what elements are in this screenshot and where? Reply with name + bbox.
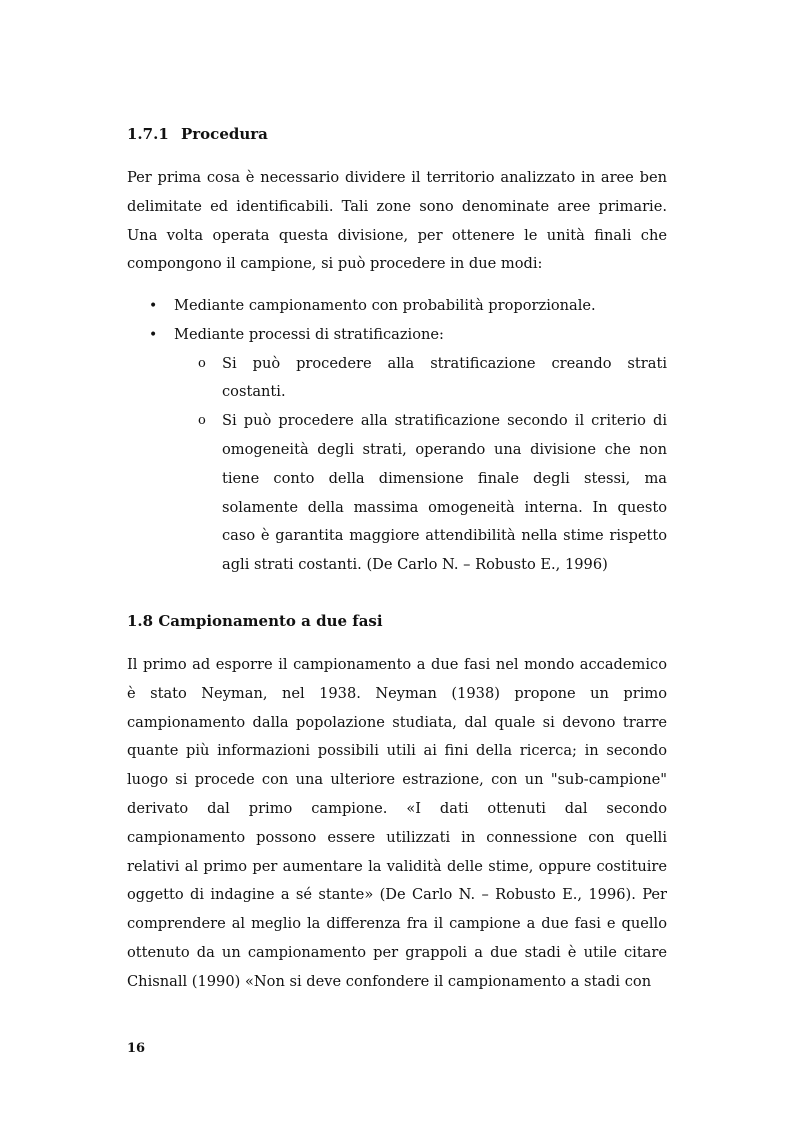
- list-item-text: Mediante processi di stratificazione:: [174, 325, 444, 343]
- circle-bullet-icon: o: [198, 413, 206, 429]
- section-title: Procedura: [181, 125, 268, 143]
- sub-list-item: [174, 350, 667, 408]
- paragraph-campionamento-due-fasi: Il primo ad esporre il campionamento a due fasi nel mondo accademico è stato Neyman, nel 1938. Neyman (1938) propone un primo campionamento dalla popolazione studiata, dal quale si devono trarre quante più informazioni possibili utili ai fini della ricerca; in secondo luogo si procede con una ulteriore estrazione, con un "sub-campione" derivato dal primo campione. «I dati ottenuti dal secondo campionamento possono essere utilizzati in connessione con quelli relativi al primo per aumentare la validità delle stime, oppure costituire oggetto di indagine a sé stante» (De Carlo N. – Robusto E., 1996). Per comprendere al meglio la differenza fra il campione a due fasi e quello ottenuto da un campionamento per grappoli a due stadi è utile citare Chisnall (1990) «Non si deve confondere il campionamento a stadi con: [127, 656, 667, 990]
- list-item: [127, 292, 667, 321]
- bullet-icon: •: [149, 326, 158, 343]
- sub-list: [174, 350, 667, 580]
- sub-list-item-text: Si può procedere alla stratificazione secondo il criterio di omogeneità degli strati, operando una divisione che non tiene conto della dimensione finale degli stessi, ma solamente della massima omogeneità interna. In questo caso è garantita maggiore attendibilità nella stime rispetto agli strati costanti. (De Carlo N. – Robusto E., 1996): [222, 412, 667, 574]
- list-item-text: Mediante campionamento con probabilità proporzionale.: [174, 297, 596, 314]
- section-number: 1.7.1: [127, 125, 169, 143]
- bullet-list: [127, 292, 667, 580]
- bullet-icon: •: [149, 298, 158, 314]
- section-heading-1-7-1: [127, 124, 268, 144]
- page-number: 16: [127, 1041, 146, 1056]
- sub-list-item-text: Si può procedere alla stratificazione creando strati costanti.: [222, 354, 667, 401]
- sub-list-item: [174, 407, 667, 580]
- paragraph-procedura: Per prima cosa è necessario dividere il territorio analizzato in aree ben delimitate ed identificabili. Tali zone sono denominate aree primarie. Una volta operata questa divisione, per ottenere le unità finali che compongono il campione, si può procedere in due modi:: [127, 169, 667, 273]
- list-item: [127, 321, 667, 580]
- circle-bullet-icon: o: [198, 355, 206, 371]
- section-heading-1-8: 1.8 Campionamento a due fasi: [127, 612, 383, 630]
